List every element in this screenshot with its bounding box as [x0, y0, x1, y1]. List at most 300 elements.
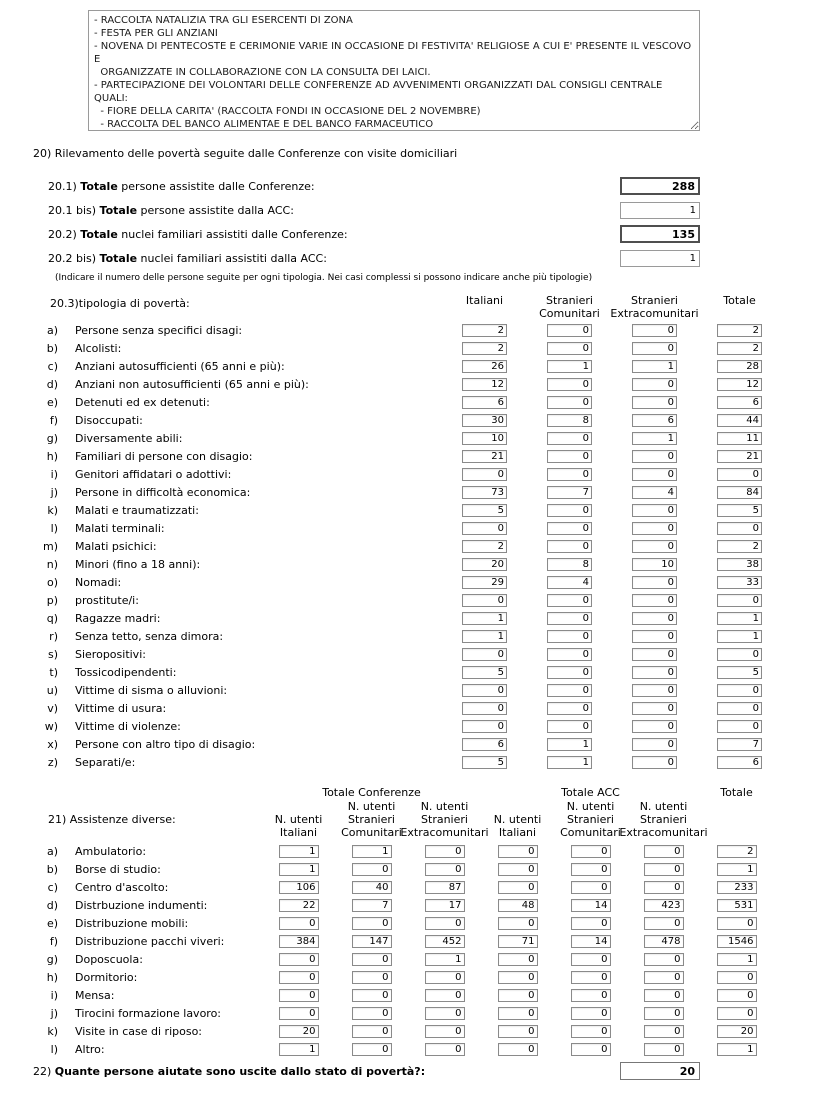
typology-note: (Indicare il numero delle persone seguite per ogni tipologia. Nei casi complessi si possono indicare anche più tipologie): [55, 273, 593, 283]
acc-stranieri-extracomunitari-input[interactable]: [644, 1007, 684, 1020]
stranieri-comunitari-input[interactable]: [547, 450, 592, 463]
totale-input[interactable]: [717, 468, 762, 481]
acc-stranieri-extracomunitari-input[interactable]: [644, 989, 684, 1002]
row-letter: d): [46, 898, 58, 912]
stranieri-extracomunitari-input[interactable]: [632, 540, 677, 553]
acc-italiani-input[interactable]: [498, 863, 538, 876]
col-header-italiani: Italiani: [465, 294, 504, 307]
row-letter: m): [42, 539, 58, 553]
row-letter: n): [46, 557, 58, 571]
conf-stranieri-extracomunitari-input[interactable]: [425, 935, 465, 948]
italiani-input[interactable]: [462, 540, 507, 553]
row-letter: a): [46, 323, 58, 337]
row-letter: f): [49, 934, 58, 948]
stranieri-extracomunitari-input[interactable]: [632, 756, 677, 769]
stranieri-extracomunitari-input[interactable]: [632, 684, 677, 697]
conf-italiani-input[interactable]: [279, 899, 319, 912]
totale-persone-conferenze-input[interactable]: [620, 177, 700, 195]
row-letter: c): [47, 880, 58, 894]
totale-input[interactable]: [717, 486, 762, 499]
totale-input[interactable]: [717, 899, 757, 912]
totale-input[interactable]: [717, 594, 762, 607]
conf-stranieri-comunitari-input[interactable]: [352, 1043, 392, 1056]
acc-stranieri-comunitari-input[interactable]: [571, 1007, 611, 1020]
row-label: Centro d'ascolto:: [75, 880, 169, 894]
totale-input[interactable]: [717, 396, 762, 409]
poverty-table-row: [42, 699, 822, 717]
stranieri-comunitari-input[interactable]: [547, 666, 592, 679]
stranieri-extracomunitari-input[interactable]: [632, 558, 677, 571]
totale-nuclei-conferenze-input[interactable]: [620, 225, 700, 243]
italiani-input[interactable]: [462, 702, 507, 715]
stranieri-comunitari-input[interactable]: [547, 486, 592, 499]
row-label: Tirocini formazione lavoro:: [75, 1006, 222, 1020]
stranieri-comunitari-input[interactable]: [547, 342, 592, 355]
col-header-acc-italiani: N. utenti Italiani: [493, 813, 542, 839]
stranieri-extracomunitari-input[interactable]: [632, 450, 677, 463]
conf-stranieri-comunitari-input[interactable]: [352, 989, 392, 1002]
row-label: Familiari di persone con disagio:: [75, 449, 253, 463]
conf-stranieri-extracomunitari-input[interactable]: [425, 1007, 465, 1020]
conf-italiani-input[interactable]: [279, 953, 319, 966]
col-header-stranieri-extracomunitari: Stranieri Extracomunitari: [610, 294, 699, 320]
col-header-conf-stranieri-extracomunitari: N. utenti Stranieri Extracomunitari: [400, 800, 489, 839]
italiani-input[interactable]: [462, 324, 507, 337]
row-letter: g): [46, 952, 58, 966]
acc-stranieri-comunitari-input[interactable]: [571, 917, 611, 930]
activities-notes-textarea[interactable]: [88, 10, 700, 131]
conf-stranieri-extracomunitari-input[interactable]: [425, 1043, 465, 1056]
row-letter: h): [46, 970, 58, 984]
totale-input[interactable]: [717, 324, 762, 337]
italiani-input[interactable]: [462, 396, 507, 409]
row-letter: j): [50, 485, 58, 499]
row-label: Distribuzione pacchi viveri:: [75, 934, 225, 948]
stranieri-extracomunitari-input[interactable]: [632, 648, 677, 661]
acc-stranieri-comunitari-input[interactable]: [571, 953, 611, 966]
stranieri-extracomunitari-input[interactable]: [632, 630, 677, 643]
italiani-input[interactable]: [462, 522, 507, 535]
italiani-input[interactable]: [462, 594, 507, 607]
stranieri-extracomunitari-input[interactable]: [632, 720, 677, 733]
stranieri-comunitari-input[interactable]: [547, 540, 592, 553]
conf-stranieri-extracomunitari-input[interactable]: [425, 917, 465, 930]
italiani-input[interactable]: [462, 630, 507, 643]
poverty-table-row: [42, 465, 822, 483]
italiani-input[interactable]: [462, 666, 507, 679]
row-letter: c): [47, 359, 58, 373]
stranieri-extracomunitari-input[interactable]: [632, 522, 677, 535]
italiani-input[interactable]: [462, 558, 507, 571]
poverty-table-row: [42, 717, 822, 735]
section-20: [0, 147, 822, 283]
totale-input[interactable]: [717, 378, 762, 391]
stranieri-comunitari-input[interactable]: [547, 324, 592, 337]
row-letter: w): [44, 719, 58, 733]
poverty-table-body: [0, 321, 822, 771]
poverty-table-row: [42, 321, 822, 339]
row-label: 20.2) Totale nuclei familiari assistiti dalle Conferenze:: [48, 227, 348, 241]
totale-input[interactable]: [717, 917, 757, 930]
conf-italiani-input[interactable]: [279, 917, 319, 930]
row-label: Malati terminali:: [75, 521, 165, 535]
question-20-3-title: 20.3)tipologia di povertà:: [50, 297, 190, 310]
stranieri-comunitari-input[interactable]: [547, 504, 592, 517]
stranieri-comunitari-input[interactable]: [547, 378, 592, 391]
acc-italiani-input[interactable]: [498, 917, 538, 930]
conf-italiani-input[interactable]: [279, 881, 319, 894]
col-header-acc-stranieri-comunitari: N. utenti Stranieri Comunitari: [560, 800, 621, 839]
stranieri-extracomunitari-input[interactable]: [632, 324, 677, 337]
acc-stranieri-comunitari-input[interactable]: [571, 935, 611, 948]
stranieri-comunitari-input[interactable]: [547, 702, 592, 715]
question-20-title: 20) Rilevamento delle povertà seguite dalle Conferenze con visite domiciliari: [33, 147, 458, 160]
poverty-table-row: [42, 555, 822, 573]
totale-input[interactable]: [717, 720, 762, 733]
acc-italiani-input[interactable]: [498, 953, 538, 966]
assistance-table-row: [42, 1022, 822, 1040]
row-label: Malati e traumatizzati:: [75, 503, 199, 517]
acc-stranieri-comunitari-input[interactable]: [571, 1043, 611, 1056]
totale-input[interactable]: [717, 756, 762, 769]
acc-stranieri-extracomunitari-input[interactable]: [644, 1043, 684, 1056]
stranieri-comunitari-input[interactable]: [547, 522, 592, 535]
totale-input[interactable]: [717, 450, 762, 463]
conf-stranieri-comunitari-input[interactable]: [352, 845, 392, 858]
row-label: Altro:: [75, 1042, 105, 1056]
acc-italiani-input[interactable]: [498, 971, 538, 984]
stranieri-comunitari-input[interactable]: [547, 684, 592, 697]
stranieri-comunitari-input[interactable]: [547, 756, 592, 769]
assistance-table-row: [42, 860, 822, 878]
acc-stranieri-comunitari-input[interactable]: [571, 1025, 611, 1038]
italiani-input[interactable]: [462, 378, 507, 391]
row-label: Separati/e:: [75, 755, 136, 769]
stranieri-comunitari-input[interactable]: [547, 414, 592, 427]
row-letter: j): [50, 1006, 58, 1020]
row-letter: t): [49, 665, 58, 679]
question-20-rows: [0, 174, 822, 270]
totale-input[interactable]: [717, 953, 757, 966]
persone-uscite-poverta-input[interactable]: [620, 1062, 700, 1080]
totale-input[interactable]: [717, 881, 757, 894]
totale-input[interactable]: [717, 1025, 757, 1038]
italiani-input[interactable]: [462, 414, 507, 427]
section-22: [0, 1060, 822, 1082]
italiani-input[interactable]: [462, 342, 507, 355]
row-letter: z): [47, 755, 58, 769]
totale-input[interactable]: [717, 702, 762, 715]
totale-input[interactable]: [717, 971, 757, 984]
assistance-group-header: [42, 786, 822, 800]
conf-stranieri-comunitari-input[interactable]: [352, 953, 392, 966]
acc-italiani-input[interactable]: [498, 989, 538, 1002]
acc-italiani-input[interactable]: [498, 881, 538, 894]
totale-input[interactable]: [717, 935, 757, 948]
acc-italiani-input[interactable]: [498, 899, 538, 912]
totale-input[interactable]: [717, 666, 762, 679]
italiani-input[interactable]: [462, 612, 507, 625]
stranieri-comunitari-input[interactable]: [547, 630, 592, 643]
totale-input[interactable]: [717, 989, 757, 1002]
stranieri-extracomunitari-input[interactable]: [632, 486, 677, 499]
acc-stranieri-comunitari-input[interactable]: [571, 881, 611, 894]
totale-input[interactable]: [717, 684, 762, 697]
row-letter: l): [50, 521, 58, 535]
stranieri-comunitari-input[interactable]: [547, 720, 592, 733]
italiani-input[interactable]: [462, 648, 507, 661]
row-label: Borse di studio:: [75, 862, 161, 876]
stranieri-extracomunitari-input[interactable]: [632, 576, 677, 589]
acc-stranieri-extracomunitari-input[interactable]: [644, 1025, 684, 1038]
row-label: Dormitorio:: [75, 970, 138, 984]
totale-input[interactable]: [717, 576, 762, 589]
acc-italiani-input[interactable]: [498, 1007, 538, 1020]
acc-stranieri-comunitari-input[interactable]: [571, 971, 611, 984]
acc-stranieri-extracomunitari-input[interactable]: [644, 881, 684, 894]
row-label: Sieropositivi:: [75, 647, 146, 661]
conf-stranieri-extracomunitari-input[interactable]: [425, 881, 465, 894]
totale-input[interactable]: [717, 1007, 757, 1020]
assistance-table-row: [42, 1040, 822, 1058]
conf-stranieri-comunitari-input[interactable]: [352, 881, 392, 894]
row-label: Persone con altro tipo di disagio:: [75, 737, 256, 751]
conf-stranieri-extracomunitari-input[interactable]: [425, 1025, 465, 1038]
conf-stranieri-comunitari-input[interactable]: [352, 917, 392, 930]
stranieri-comunitari-input[interactable]: [547, 648, 592, 661]
italiani-input[interactable]: [462, 738, 507, 751]
totale-input[interactable]: [717, 522, 762, 535]
conf-stranieri-comunitari-input[interactable]: [352, 935, 392, 948]
row-label: Ragazze madri:: [75, 611, 161, 625]
acc-stranieri-extracomunitari-input[interactable]: [644, 863, 684, 876]
row-letter: h): [46, 449, 58, 463]
totale-input[interactable]: [717, 630, 762, 643]
conf-italiani-input[interactable]: [279, 845, 319, 858]
stranieri-extracomunitari-input[interactable]: [632, 612, 677, 625]
row-label: prostitute/i:: [75, 593, 139, 607]
col-header-stranieri-comunitari: Stranieri Comunitari: [539, 294, 600, 320]
conf-italiani-input[interactable]: [279, 971, 319, 984]
stranieri-extracomunitari-input[interactable]: [632, 666, 677, 679]
row-label: Tossicodipendenti:: [75, 665, 177, 679]
stranieri-extracomunitari-input[interactable]: [632, 594, 677, 607]
acc-stranieri-extracomunitari-input[interactable]: [644, 845, 684, 858]
italiani-input[interactable]: [462, 504, 507, 517]
conf-stranieri-extracomunitari-input[interactable]: [425, 989, 465, 1002]
totale-input[interactable]: [717, 738, 762, 751]
poverty-table-row: [42, 573, 822, 591]
conf-stranieri-comunitari-input[interactable]: [352, 863, 392, 876]
poverty-table-row: [42, 393, 822, 411]
conf-italiani-input[interactable]: [279, 1007, 319, 1020]
acc-stranieri-comunitari-input[interactable]: [571, 863, 611, 876]
conf-stranieri-comunitari-input[interactable]: [352, 971, 392, 984]
row-letter: u): [46, 683, 58, 697]
totale-input[interactable]: [717, 558, 762, 571]
row-letter: r): [49, 629, 58, 643]
conf-italiani-input[interactable]: [279, 1043, 319, 1056]
poverty-table-row: [42, 375, 822, 393]
poverty-table-row: [42, 519, 822, 537]
italiani-input[interactable]: [462, 360, 507, 373]
totale-input[interactable]: [717, 863, 757, 876]
totale-input[interactable]: [717, 342, 762, 355]
stranieri-comunitari-input[interactable]: [547, 432, 592, 445]
acc-italiani-input[interactable]: [498, 1043, 538, 1056]
stranieri-comunitari-input[interactable]: [547, 594, 592, 607]
totale-input[interactable]: [717, 360, 762, 373]
italiani-input[interactable]: [462, 432, 507, 445]
assistance-table-body: [0, 842, 822, 1058]
totale-input[interactable]: [717, 648, 762, 661]
italiani-input[interactable]: [462, 468, 507, 481]
stranieri-comunitari-input[interactable]: [547, 738, 592, 751]
conf-stranieri-extracomunitari-input[interactable]: [425, 845, 465, 858]
poverty-table-row: [42, 591, 822, 609]
stranieri-extracomunitari-input[interactable]: [632, 414, 677, 427]
row-letter: v): [47, 701, 58, 715]
stranieri-comunitari-input[interactable]: [547, 396, 592, 409]
poverty-table-row: [42, 753, 822, 771]
acc-stranieri-comunitari-input[interactable]: [571, 899, 611, 912]
row-totale-persone-conferenze: [0, 174, 822, 198]
stranieri-extracomunitari-input[interactable]: [632, 396, 677, 409]
totale-nuclei-acc-input[interactable]: [620, 250, 700, 267]
italiani-input[interactable]: [462, 720, 507, 733]
acc-italiani-input[interactable]: [498, 845, 538, 858]
row-letter: x): [47, 737, 58, 751]
stranieri-extracomunitari-input[interactable]: [632, 360, 677, 373]
conf-stranieri-extracomunitari-input[interactable]: [425, 863, 465, 876]
row-letter: e): [46, 916, 58, 930]
acc-stranieri-comunitari-input[interactable]: [571, 989, 611, 1002]
row-label: Persone senza specifici disagi:: [75, 323, 243, 337]
stranieri-extracomunitari-input[interactable]: [632, 432, 677, 445]
acc-italiani-input[interactable]: [498, 935, 538, 948]
row-label: 20.1 bis) Totale persone assistite dalla ACC:: [48, 203, 294, 217]
totale-input[interactable]: [717, 414, 762, 427]
row-label: Diversamente abili:: [75, 431, 183, 445]
totale-input[interactable]: [717, 845, 757, 858]
stranieri-extracomunitari-input[interactable]: [632, 378, 677, 391]
totale-input[interactable]: [717, 1043, 757, 1056]
row-label: Genitori affidatari o adottivi:: [75, 467, 232, 481]
conf-stranieri-extracomunitari-input[interactable]: [425, 971, 465, 984]
conf-italiani-input[interactable]: [279, 863, 319, 876]
assistance-sub-header: [42, 800, 822, 842]
row-label: Alcolisti:: [75, 341, 122, 355]
italiani-input[interactable]: [462, 684, 507, 697]
row-label: Senza tetto, senza dimora:: [75, 629, 224, 643]
stranieri-extracomunitari-input[interactable]: [632, 738, 677, 751]
row-label: Vittime di usura:: [75, 701, 167, 715]
stranieri-extracomunitari-input[interactable]: [632, 702, 677, 715]
totale-input[interactable]: [717, 504, 762, 517]
stranieri-comunitari-input[interactable]: [547, 558, 592, 571]
totale-persone-acc-input[interactable]: [620, 202, 700, 219]
poverty-table-row: [42, 735, 822, 753]
italiani-input[interactable]: [462, 486, 507, 499]
row-label: Detenuti ed ex detenuti:: [75, 395, 210, 409]
acc-stranieri-extracomunitari-input[interactable]: [644, 917, 684, 930]
acc-stranieri-comunitari-input[interactable]: [571, 845, 611, 858]
row-letter: d): [46, 377, 58, 391]
assistance-table-row: [42, 986, 822, 1004]
poverty-table-row: [42, 609, 822, 627]
poverty-table-row: [42, 357, 822, 375]
poverty-table-row: [42, 429, 822, 447]
acc-italiani-input[interactable]: [498, 1025, 538, 1038]
italiani-input[interactable]: [462, 756, 507, 769]
totale-input[interactable]: [717, 540, 762, 553]
conf-stranieri-comunitari-input[interactable]: [352, 899, 392, 912]
row-letter: b): [46, 341, 58, 355]
stranieri-comunitari-input[interactable]: [547, 360, 592, 373]
poverty-table-row: [42, 537, 822, 555]
conf-italiani-input[interactable]: [279, 935, 319, 948]
conf-stranieri-comunitari-input[interactable]: [352, 1025, 392, 1038]
row-label: Doposcuola:: [75, 952, 143, 966]
row-label: Ambulatorio:: [75, 844, 147, 858]
group-header-totale: Totale: [720, 786, 753, 799]
totale-input[interactable]: [717, 612, 762, 625]
row-label: Vittime di sisma o alluvioni:: [75, 683, 228, 697]
poverty-table-row: [42, 411, 822, 429]
stranieri-comunitari-input[interactable]: [547, 576, 592, 589]
conf-italiani-input[interactable]: [279, 1025, 319, 1038]
stranieri-extracomunitari-input[interactable]: [632, 504, 677, 517]
row-letter: k): [47, 503, 58, 517]
row-label: Disoccupati:: [75, 413, 143, 427]
row-letter: o): [46, 575, 58, 589]
row-letter: a): [46, 844, 58, 858]
row-totale-persone-acc: [0, 198, 822, 222]
conf-stranieri-extracomunitari-input[interactable]: [425, 899, 465, 912]
row-label: Mensa:: [75, 988, 115, 1002]
conf-stranieri-extracomunitari-input[interactable]: [425, 953, 465, 966]
poverty-table-row: [42, 447, 822, 465]
poverty-table-row: [42, 627, 822, 645]
totale-input[interactable]: [717, 432, 762, 445]
poverty-table-row: [42, 483, 822, 501]
acc-stranieri-extracomunitari-input[interactable]: [644, 971, 684, 984]
row-letter: g): [46, 431, 58, 445]
group-header-totale-acc: Totale ACC: [561, 786, 620, 799]
row-label: Anziani autosufficienti (65 anni e più):: [75, 359, 285, 373]
col-header-acc-stranieri-extracomunitari: N. utenti Stranieri Extracomunitari: [619, 800, 708, 839]
section-21: [0, 786, 822, 1058]
poverty-table-row: [42, 501, 822, 519]
italiani-input[interactable]: [462, 576, 507, 589]
italiani-input[interactable]: [462, 450, 507, 463]
acc-stranieri-extracomunitari-input[interactable]: [644, 953, 684, 966]
acc-stranieri-extracomunitari-input[interactable]: [644, 899, 684, 912]
row-letter: l): [50, 1042, 58, 1056]
conf-stranieri-comunitari-input[interactable]: [352, 1007, 392, 1020]
stranieri-extracomunitari-input[interactable]: [632, 342, 677, 355]
conf-italiani-input[interactable]: [279, 989, 319, 1002]
acc-stranieri-extracomunitari-input[interactable]: [644, 935, 684, 948]
stranieri-comunitari-input[interactable]: [547, 612, 592, 625]
col-header-totale: Totale: [723, 294, 756, 307]
row-letter: e): [46, 395, 58, 409]
row-label: Anziani non autosufficienti (65 anni e più):: [75, 377, 309, 391]
row-label: Minori (fino a 18 anni):: [75, 557, 201, 571]
stranieri-comunitari-input[interactable]: [547, 468, 592, 481]
row-label: Distribuzione mobili:: [75, 916, 189, 930]
stranieri-extracomunitari-input[interactable]: [632, 468, 677, 481]
